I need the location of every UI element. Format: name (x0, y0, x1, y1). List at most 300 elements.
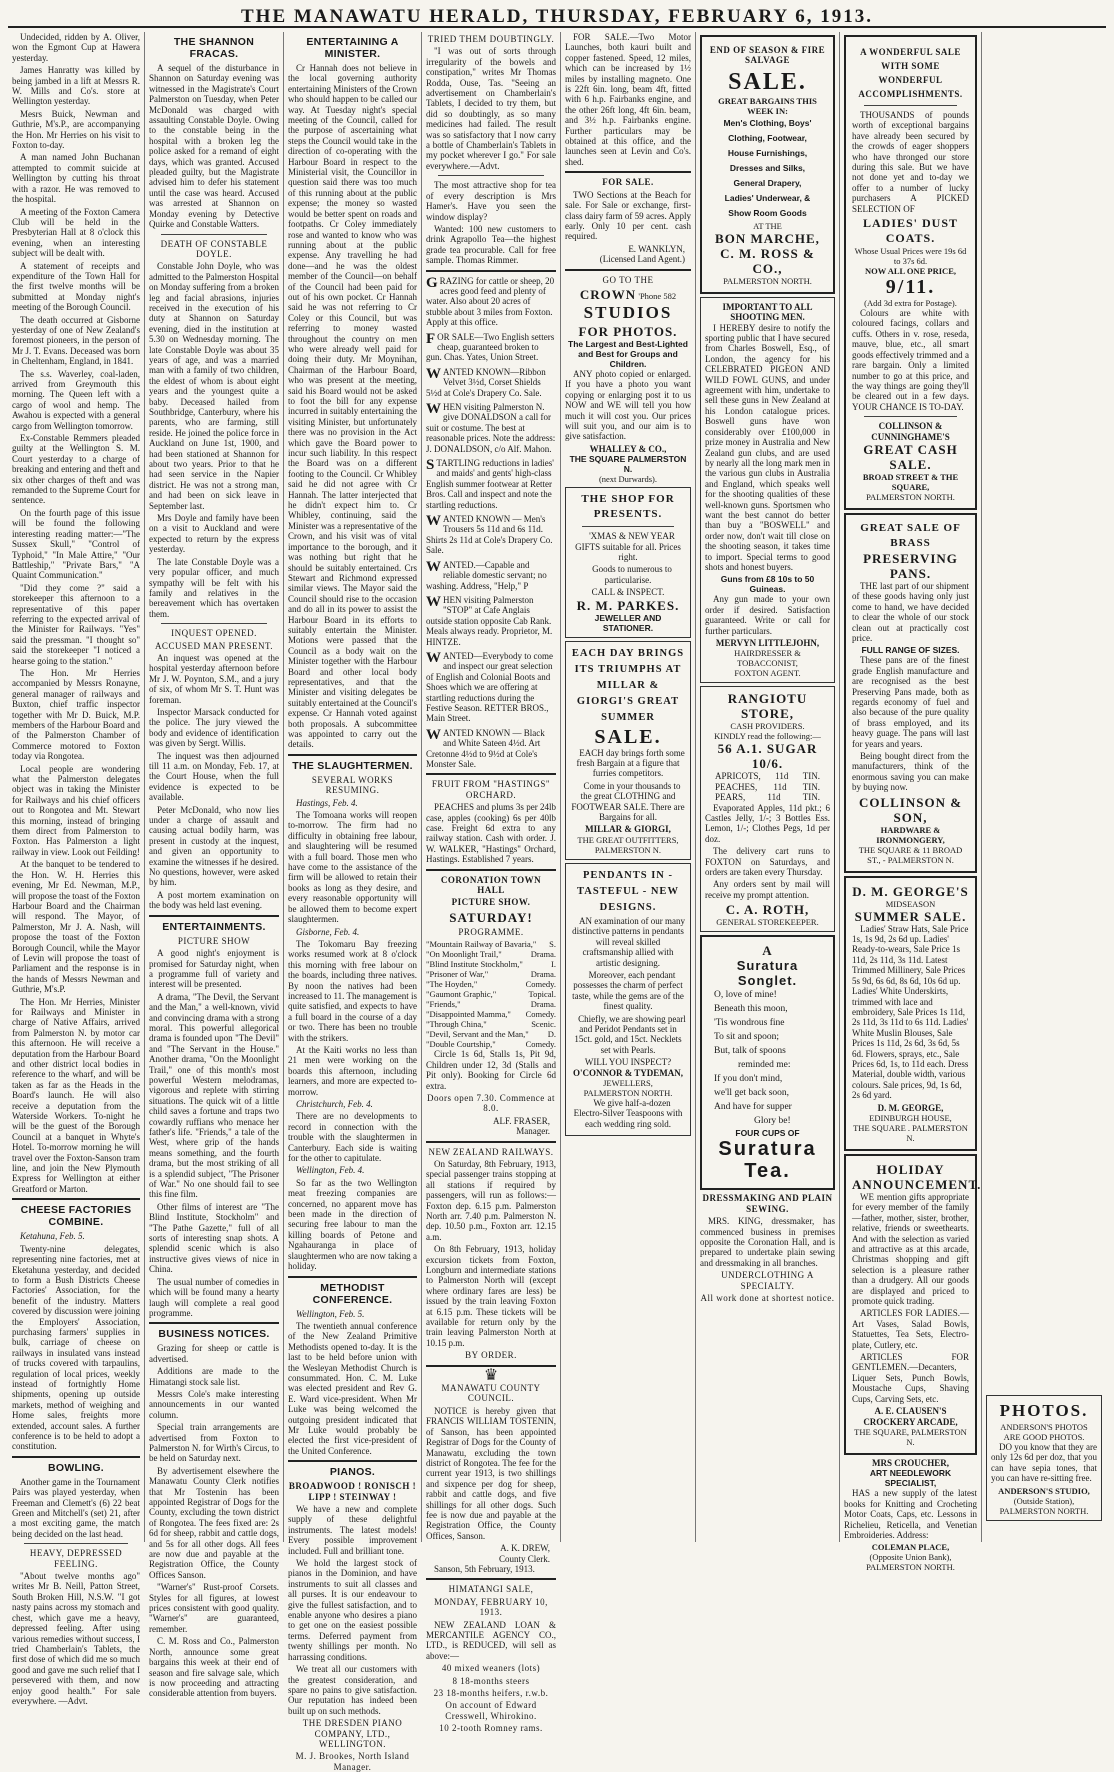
headline-shannon: THE SHANNON FRACAS. (173, 36, 255, 60)
usual-price: Whose Usual Prices were 19s 6d to 37s 6d. (854, 246, 967, 267)
ad-text: ANY photo copied or enlarged. If you have a photo you want copying or enlarging post it to us NOW and WE will tell you how much it will cost you. Our prices will suit you, and our aim is to give satisfaction. (565, 368, 691, 442)
photos-title: FOR PHOTOS. (578, 323, 678, 339)
parkes-name: R. M. PARKES. (576, 597, 680, 613)
article-text: A good night's enjoyment is promised for Saturday night, when a programme full of variety and interest will be presented. (149, 948, 279, 990)
columns (8, 32, 1106, 1772)
divider (24, 1543, 128, 1544)
item: PEACHES, (715, 781, 758, 792)
drop-cap: W (426, 649, 441, 666)
film-genre: D. (547, 1029, 556, 1040)
sale-price: 9/11. (885, 276, 936, 299)
ad-text: ANTED—Everybody to come and inspect our great selection of English and Colonial Boots and Shoes which we are offering at startling reductions during the Festive Season. RETTER BROS., Main Street. (426, 650, 553, 724)
clerk-role: County Clerk. (499, 1553, 550, 1564)
bargain-line: House Furnishings, (727, 147, 808, 158)
article-text: So far as the two Wellington meat freezing companies are concerned, no apparent move has been made in the direction of securing free labour to man the killing boards of Petone and Ngahauranga in place of slaughtermen who are now taking a holiday. (288, 1177, 417, 1272)
drop-cap: W (426, 513, 441, 530)
midseason: MIDSEASON (885, 898, 936, 909)
news-briefs (12, 32, 140, 1194)
croucher-name: MRS CROUCHER, (871, 1457, 949, 1468)
coronation-hall: CORONATION TOWN HALL (440, 874, 542, 896)
article-text: Twenty-nine delegates, representing nine factories, met at Eketahuna yesterday, and decided to form a Bush Districts Cheese Factories' Association, for the benefit of the industry. Matters covered by discussion were joining the Employers' Association, purchasing farmers' supplies in bulk, carriage of cheese on railways in insulated vans instead of trucks covered with tarpaulins, regulation of local prices, weekly instead of fortnightly Home shipments, opening up outside markets, method of weighing and Home sales, freights more extended, account sales. A further conference is to be held to adopt a constitution. (12, 1243, 140, 1452)
news-brief: On the fourth page of this issue will be found the following interesting reading matter:—"The Sussex Skull," "Control of Typhoid," "In Male Attire," "Our Battleship," "Private Bars," "A Quaint Communication." (12, 507, 140, 581)
ad-text: Colours are white with coloured facings, collars and cuffs. Others in v. rose, reseda, mauve, blue, etc., all smart goods effectively trimmed and a rare bargain. Only a limited number to go at this price, and the way things are going they'll be cleared out in a few days. YOUR CHANCE IS TO-DAY. (852, 308, 969, 412)
classified-ad (426, 332, 556, 363)
item: PEARS, (715, 792, 746, 803)
article-text: "About twelve months ago" writes Mr B. Neill, Patton Street, South Broken Hill, N.S.W. "I got nasty pains across my stomach and chest, which gave me a heavy, depressed feeling. After using various remedies without success, I tried Chamberlain's Tablets, the first dose of which did me so much good and gave me such relief that I persevered with them, and now enjoy good health." For sale everywhere. —Advt. (12, 1571, 140, 1706)
drop-cap: W (426, 726, 441, 743)
ad-text: ANTED KNOWN—Ribbon Velvet 3½d, Corset Shields 5½d at Cole's Drapery Co. Sale. (426, 366, 546, 398)
programme-item (426, 1039, 556, 1049)
anderson-good: ANDERSON'S PHOTOS ARE GOOD PHOTOS. (1000, 1422, 1088, 1442)
ad-george (844, 876, 977, 1151)
dressmaking-title: DRESSMAKING AND PLAIN SEWING. (702, 1193, 833, 1214)
sale-item: 10 2-tooth Romney rams. (439, 1723, 543, 1734)
article-text: Messrs Cole's make interesting announcements in our wanted column. (149, 1388, 279, 1420)
dateline: Ketahuna, Feb. 5. (20, 1231, 85, 1242)
news-brief: A meeting of the Foxton Camera Club will be held in the Presbyterian Hall at 8 o'clock this evening, when an interesting subject will be dealt with. (12, 206, 140, 259)
parkes-role: JEWELLER AND STATIONER. (594, 612, 662, 633)
ad-text: AN examination of our many distinctive patterns in pendants will reveal skilled craftsmanship allied with artistic designing. (572, 915, 685, 968)
film-genre: I. (551, 959, 556, 970)
george-title: D. M. GEORGE'S (852, 883, 969, 899)
ad-suratura (700, 935, 835, 1190)
poem-line: But, talk of spoons (714, 1046, 786, 1057)
film-genre: S. (549, 939, 556, 950)
headline-pianos: PIANOS. (329, 1466, 376, 1479)
headline-county: MANAWATU COUNTY COUNCIL. (441, 1383, 541, 1404)
broad-address: PALMERSTON NORTH. (866, 491, 955, 502)
hardware-address: THE SQUARE & 11 BROAD ST., - PALMERSTON N. (858, 844, 963, 865)
film-title: "On Moonlight Trail," (426, 949, 502, 960)
divider (864, 105, 957, 106)
piano-firm: THE DRESDEN PIANO COMPANY, LTD., WELLINGTON. (302, 1718, 403, 1749)
ad-text: THE last part of our shipment of these goods having only just come to hand, we have decided to clear the whole of our stock clean out at practically cost price. (852, 580, 969, 643)
poem-line: 'Tis wondrous fine (714, 1018, 785, 1029)
ad-shooting (700, 297, 835, 684)
article-text: Special train arrangements are advertised from Foxton to Palmerston N. for Wirth's Circus, to be held on Saturday next. (149, 1422, 279, 1464)
unit: TIN. (802, 792, 820, 803)
poem-line: we'll get back soon, (714, 1088, 790, 1099)
film-title: "Devil, Servant and the Man," (426, 1029, 529, 1040)
dress-special: UNDERCLOTHING A SPECIALTY. (721, 1270, 814, 1291)
sale-item: 23 18-months heifers, r.w.b. (433, 1688, 549, 1699)
full-range: FULL RANGE OF SIZES. (861, 645, 960, 656)
dateline: Wellington, Feb. 4. (296, 1165, 365, 1176)
ad-text: WE mention gifts appropriate for every member of the family—father, mother, sister, brother, relative, friends or sweethearts. And with the selection as varied and attractive as at this arcade, Christmas shopping and gift selection is a pleasure rather than a drudgery. All our goods are displayed and priced to promote quick trading. (852, 1191, 969, 1307)
poem-line: reminded me: (738, 1060, 791, 1071)
divider (438, 175, 544, 176)
bargain-line: Ladies' Underwear, & (724, 192, 811, 203)
dateline: Wellington, Feb. 5. (296, 1308, 365, 1319)
pans-title: PRESERVING PANS. (863, 550, 958, 581)
call-inspect: CALL & INSPECT. (591, 587, 665, 598)
millar-title: EACH DAY BRINGS ITS TRIUMPHS AT MILLAR & GIORGI'S GREAT SUMMER (571, 647, 685, 723)
news-brief: A statement of receipts and expenditure of the Town Hall for the first twelve months will be submitted at Monday night's meeting of the Borough Council. (12, 260, 140, 313)
sale-title: SALE. (728, 68, 807, 95)
clerk-name: A. K. DREW, (500, 1543, 550, 1554)
column-5 (561, 32, 696, 1542)
guns-price: Guns from £8 10s to 50 Guineas. (720, 574, 815, 595)
headline-methodist: METHODIST CONFERENCE. (312, 1281, 393, 1306)
bargain-line: General Drapery, (733, 177, 802, 188)
collinson-son: COLLINSON & SON, (858, 794, 963, 825)
ross-address: PALMERSTON NORTH. (723, 275, 812, 286)
film-title: "Mountain Railway of Bavaria," (426, 939, 537, 950)
at-the: AT THE (753, 220, 782, 231)
collinson-name: COLLINSON & CUNNINGHAME'S (871, 421, 950, 442)
column-1 (8, 32, 145, 1706)
film-title: "Disappointed Mamma," (426, 1009, 511, 1020)
ad-text: ARTICLES FOR LADIES.—Art Vases, Salad Bowls, Statuettes, Tea Sets, Electro-plate, Cutlery, etc. (852, 1308, 969, 1350)
drop-cap: W (426, 593, 441, 610)
film-genre: Topical. (528, 989, 556, 1000)
article-text: Grazing for sheep or cattle is advertised. (149, 1343, 279, 1364)
sugar-price: 56 A.1. SUGAR 10/6. (717, 741, 818, 772)
photos-title: PHOTOS. (999, 1401, 1089, 1420)
sale-item: On account of Edward Cresswell, Whirokino. (445, 1700, 537, 1721)
film-genre: Drama. (530, 999, 556, 1010)
millar-role: THE GREAT OUTFITTERS, (577, 834, 679, 845)
headline-railways: NEW ZEALAND RAILWAYS. (428, 1146, 554, 1157)
mervyn-agent: FOXTON AGENT. (734, 668, 801, 679)
ad-crown-studios (565, 275, 691, 485)
column-3 (284, 32, 422, 1772)
price-row (705, 792, 830, 802)
broad-street: BROAD STREET & THE SQUARE, (862, 471, 959, 492)
article-text: Mrs Doyle and family have been on a visit to Auckland and were expected to return by the express yesterday. (149, 513, 279, 555)
column-8 (982, 32, 1106, 1542)
subhead-slaughtermen: SEVERAL WORKS RESUMING. (311, 774, 394, 796)
news-brief: Local people are wondering what the Palmerston delegates object was in taking the Minister for Railways and his chief officers out to Rongotea and Mt. Stewart this morning, instead of bringing them direct from Palmerston to Foxton. Has Palmerston a light railway in view. Look out Feilding! (12, 763, 140, 857)
article-text: At the Kaiti works no less than 21 men were working on the boards this afternoon, including learners, and more are expected to-morrow. (288, 1044, 417, 1097)
drop-cap: W (426, 401, 441, 417)
article-text: C. M. Ross and Co., Palmerston North, announce some great bargains this week at their end of season and fire salvage sale, which is now proceeding and attracting considerable attention from buyers. (149, 1636, 279, 1699)
news-brief: A man named John Buchanan attempted to commit suicide at Wellington by cutting his throat with a razor. He was removed to the hospital. (12, 152, 140, 205)
postage-note: (Add 3d extra for Postage). (864, 298, 957, 309)
classified-ad (426, 560, 556, 591)
article-text: The inquest was then adjourned till 11 a.m. on Monday, Feb. 17, at the Court House, when the full evidence is expected to be available. (149, 750, 279, 803)
article-text: We hold the largest stock of pianos in the Dominion, and have instruments to suit all classes and all purses. It is our endeavour to give the fullest satisfaction, and to enable anyone who desires a piano to get one on the easiest possible terms. Deferred payment from twenty shillings per month. No harrassing conditions. (288, 1558, 417, 1662)
bargain-line: Men's Clothing, Boys' (723, 117, 812, 128)
ad-dust-coats (844, 35, 977, 510)
piano-manager: M. J. Brookes, North Island Manager. (295, 1751, 410, 1772)
summer-sale: SUMMER SALE. (854, 908, 967, 924)
ad-pendants (565, 863, 691, 1136)
ad-text: TARTLING reductions in ladies' and maids' and gents' high-class English summer footwear at Retter Bros. Call and inspect and note the startling reductions. (426, 458, 554, 510)
column-7 (840, 32, 982, 1573)
article-text: "Warner's" Rust-proof Corsets. Styles for all figures, at lowest prices consistent with good quality. "Warner's" are guaranteed, remember. (149, 1582, 279, 1634)
ad-croucher (844, 1458, 977, 1572)
divider (12, 1456, 140, 1458)
ad-text: THOUSANDS of pounds worth of exceptional bargains have already been secured by the crowds of eager shoppers who have thronged our store during this sale. But we have not done yet and to-day we offer to a number of lucky purchasers A PICKED SELECTION OF (852, 110, 969, 214)
dateline: Gisborne, Feb. 4. (296, 926, 360, 937)
anderson-studio: ANDERSON'S STUDIO, (998, 1485, 1090, 1496)
notice-date: Sanson, 5th February, 1913. (434, 1563, 535, 1574)
programme-item (426, 979, 556, 989)
clausen-address: THE SQUARE, PALMERSTON N. (854, 1426, 967, 1447)
ad-launches: FOR SALE.—Two Motor Launches, both kauri built and copper fastened. Speed, 12 miles, which can be increased by 1½ miles by installing magneto. One is 22ft 6in. long, beam 4ft, fitted with 6 h.p. Fairbanks engine, and the other 26ft long, 4ft 6in. beam, and 3½ h.p. Fairbanks engine. Further particulars may be obtained at this office, and the launches seen at Levin and Co's. shed. (565, 32, 691, 167)
price: 11d (775, 771, 789, 782)
ad-text: OR SALE—Two English setters cheap, guaranteed broken to gun. Chas. Yates, Union Street. (426, 331, 555, 363)
headline-feeling: HEAVY, DEPRESSED FEELING. (29, 1548, 123, 1569)
article-text: Wanted: 100 new customers to drink Agrapollo Tea—the highest grade tea procurable. Call for free sample. Thomas Rimmer. (426, 223, 556, 266)
article-text: An inquest was opened at the hospital yesterday afternoon before Mr J. W. Poynton, S.M., and a jury of six, of whom Mr S. T. Hunt was foreman. (149, 652, 279, 705)
divider (864, 416, 957, 417)
millar-sale: SALE. (594, 725, 662, 748)
film-genre: Comedy. (525, 1039, 556, 1050)
film-title: "Prisoner of War," (426, 969, 489, 980)
needlework: ART NEEDLEWORK SPECIALIST, (869, 1468, 952, 1489)
clausen-name: A. E. CLAUSEN'S CROCKERY ARCADE, (863, 1406, 958, 1427)
classified-ad (426, 458, 556, 510)
millar-address: PALMERSTON N. (594, 844, 662, 855)
ad-text: ANTED KNOWN — Men's Trousers 5s 11d and 6s 11d. Shirts 2s 11d at Cole's Drapery Co. Sale. (426, 514, 553, 556)
agent-name: E. WANKLYN, (628, 243, 685, 254)
article-text: Inspector Marsack conducted for the police. The jury viewed the body and evidence of identification was given by Sergt. Willis. (149, 706, 279, 749)
crown-tagline: The Largest and Best-Lighted and Best for Groups and Children. (568, 338, 688, 369)
column-4 (422, 32, 561, 1734)
ad-sections: TWO Sections at the Beach for sale. For Sale or exchange, first-class dairy farm of 59 acres. Apply early. Only 10 per cent. cash required. (565, 189, 691, 242)
by-order: BY ORDER. (465, 1350, 517, 1361)
film-title: "Blind Institute Stockholm," (426, 959, 523, 970)
shooting-title: IMPORTANT TO ALL SHOOTING MEN. (722, 301, 813, 323)
ad-clausen (844, 1154, 982, 1455)
programme-item (426, 1009, 556, 1019)
roth-name: C. A. ROTH, (725, 902, 810, 918)
headline-slaughtermen: THE SLAUGHTERMEN. (292, 759, 413, 772)
divider (149, 1322, 279, 1324)
headline-minister: ENTERTAINING A MINISTER. (306, 36, 399, 60)
drop-cap: W (426, 365, 441, 382)
ad-millar-giorgi (565, 641, 691, 860)
column-6 (696, 32, 840, 1542)
poem-line: If you don't mind, (714, 1074, 783, 1085)
croucher-address: PALMERSTON NORTH. (866, 1562, 955, 1573)
programme-item (426, 989, 556, 999)
programme-item (426, 1019, 556, 1029)
ross-name: C. M. ROSS & CO., (720, 245, 815, 276)
film-title: "The Hoyden," (426, 979, 478, 990)
crown-line (565, 287, 691, 302)
article-text: The most attractive shop for tea of every description is Mrs Hamer's. Have you seen the window display? (426, 180, 556, 222)
ad-text: I HEREBY desire to notify the sporting public that I have secured from Charles Boswell, Esq., of London, the agency for his CELEBRATED PIGEON AND WILD FOWL GUNS, and under agreement with him, undertake to sell these guns in New Zealand at his London catalogue prices. Boswell guns have won considerably over £100,000 in prize money in Australia and New Zealand gun clubs, and are used by nearly all the long mark men in the various gun clubs in Australia and England, which speaks well for the shooting qualities of these well-known guns. Sportsmen who want the best cannot do better than buy a "BOSWELL" and order now, don't wait till close on the shooting season, it takes time to import. Special terms to good shots and honest buyers. (705, 322, 830, 572)
oconnor-role: JEWELLERS, (603, 1077, 653, 1088)
rangiotu-kindly: KINDLY read the following:— (714, 731, 821, 742)
hardware: HARDWARE & IRONMONGERY, (876, 824, 945, 845)
ad-text: Ladies' Straw Hats, Sale Price 1s, 1s 9d, 2s 6d up. Ladies' Ready-to-wears, Sale Price 1s 11d, 2s 11d, 3s 11d. Latest Trimmed Millinery, Sale Prices 5s 9d, 6s 6d, 8s 6d, 10s 6d up. Ladies' White Underskirts, trimmed with lace and embroidery, Sale Prices 1s 11d, 2s 11d, 3s 11d to 6s 11d. Ladies' White Muslin Blouses, Sale Prices 1s 11d, 2s 6d, 3s 6d, 5s 6d. Flowers, sprays, etc., Sale Prices 6d, 1s, to 11d each. Dress Material, double width, various colours. Sale prices, 9d, 1s 6d, 2s 6d yard. (852, 923, 969, 1101)
sale-item: 40 mixed weaners (lots) (441, 1663, 541, 1674)
news-brief: The Hon. Mr Herries, Minister for Railways and Minister in charge of Native Affairs, arrived from Palmerston N. by motor car this afternoon. He will receive a deputation from the Harbour Board and other district local bodies in reference to the wharf, and will be taken as far as the Heads in the Board's launch. He will also receive a deputation from the Waterside Workers. To-night he will be the guest of the Borough Council at a banquet in Whyte's Hotel. To-morrow morning he will travel over the Foxton-Sanson tram line, and join the New Plymouth Express for Wellington at either Greatford or Marton. (12, 996, 140, 1194)
news-brief: Mesrs Buick, Newman and Guthrie, M's.P., are accompanying the Hon. Mr Herries on his visit to Foxton to-day. (12, 108, 140, 151)
go-to: GO TO THE (602, 274, 654, 285)
article-text: Constable John Doyle, who was admitted to the Palmerston Hospital on Monday suffering from a broken leg and facial abrasions, injuries received in the execution of his duty at Shannon on Saturday evening, died in the institution at 5.30 on Wednesday morning. The late Constable Doyle was about 35 years of age, and was a married man with a family of two children, the eldest of whom is about eight years and the youngest quite a baby. Deceased hailed from Southbridge, Canterbury, where his parents, who are farming, still reside. He joined the police force in Auckland on June 1st, 1900, and had been stationed at Shannon for about two years. Prior to that he had seen service in the Napier district. He was not a strong man, and had been on sick leave in September last. (149, 261, 279, 511)
ad-text: These pans are of the finest grade English manufacture and are recognised as the best Preserving Pans made, both as regards economy of fuel and also because of the pure quality of brass employed, and its heavy guage. The pans will last for years and years. (852, 655, 969, 749)
ad-text: PEACHES and plums 3s per 24lb case, apples (cooking) 6s per 40lb case. Freight 6d extra to any railway station. Cash with order. J. W. WALKER, "Hastings" Orchard, Hastings. Established 7 years. (426, 802, 556, 865)
divider (426, 1578, 556, 1580)
classified-ad (426, 367, 556, 398)
film-title: "Friends," (426, 999, 461, 1010)
ad-text: On 8th February, 1913, holiday excursion tickets from Foxton, Longburn and intermediate stations to Palmerston North will (except where ordinary fares are less) be issued by the train leaving Foxton at 6.15 p.m. These tickets will be available for return only by the train leaving Palmerston North at 10.15 p.m. (426, 1244, 556, 1348)
whalley-sub: (next Durwards). (598, 474, 658, 485)
dust-coats-title: LADIES' DUST COATS. (862, 216, 959, 246)
masthead: THE MANAWATU HERALD, THURSDAY, FEBRUARY 6, 1913. (8, 6, 1106, 28)
divider (426, 773, 556, 775)
rangiotu-title: RANGIOTU STORE, (727, 691, 808, 722)
picture-show-title: PICTURE SHOW. (451, 897, 531, 908)
ad-text: Evaporated Apples, 11d pkt.; 6 Castles Jelly, 1/-; 3 Bottles Ess. Lemon, 1/-; Clothes Pegs, 1d per doz. (705, 802, 830, 844)
edinburgh: EDINBURGH HOUSE, (869, 1112, 952, 1123)
for-sale-title: FOR SALE. (602, 177, 654, 188)
doors-open: Doors open 7.30. Commence at 8.0. (427, 1092, 555, 1114)
divider (161, 234, 267, 235)
film-title: "Gaumont Graphic," (426, 989, 497, 1000)
divider (288, 1460, 417, 1462)
drop-cap: G (426, 274, 438, 291)
suratura-title: Suratura Songlet. (736, 958, 799, 989)
whalley-address: THE SQUARE PALMERSTON N. (569, 454, 687, 475)
divider (426, 869, 556, 871)
headline-inquest: INQUEST OPENED. (171, 628, 257, 639)
ad-text: We give half-a-dozen Electro-Silver Teaspoons with each wedding ring sold. (573, 1097, 683, 1129)
programme-item (426, 999, 556, 1009)
article-text: Cr Hannah does not believe in the local governing authority entertaining Ministers of the Crown who should happen to be called our way. At Tuesday night's special meeting of the Council, called for the purpose of ascertaining what steps the Council would take in the direction of co-operating with the Harbour Board in respect to the Ministerial visit, the Councillor in question said there was too much of this running about at the public expense; the money so wasted would be better spent on roads and footpaths. Cr Coley immediately rose and wanted to know who was running about at the public expense. Any travelling he had done—and he was the oldest member of the Council—on behalf of the Council had been paid for out of his own pocket. Cr Hannah said he was not referring to Cr Coley or this Council, but was referring to money wasted throughout the country on men who were already well paid for doing their duty. Mr Moynihan, Chairman of the Harbour Board, who was present at the meeting, said his Board would not be asked to foot the bill for any expense incurred in suitably entertaining the visiting Minister, but unfortunately there was no provision in the Act which gave the Board power to incur such liability. In this respect the Board was on a different footing to the Council. Cr Whibley said he did not agree with Cr Hannah. The latter interjected that he didn't expect him to. Cr Whibley, continuing, said the Minister was a representative of the Crown, and his visit was of vital importance to the borough, and it was nothing but right that he should be suitably entertained. Crs Stewart and Richmond expressed similar views. The Mayor said the Council should rise to the occasion and do all in its power to assist the Harbour Board in its efforts to suitably entertain the Minister. Motions were passed that the Council as a body wait on the Minister together with the Harbour Board and other local body representatives, and that the Minister and visiting delegates be suitably entertained at the Council's expense. Cr Hannah voted against both proposals. A subcommittee was appointed to carry out the details. (288, 63, 417, 750)
coleman-place: COLEMAN PLACE, (871, 1542, 950, 1553)
headline-doyle: DEATH OF CONSTABLE DOYLE. (160, 238, 268, 259)
ad-text: Goods to numerous to particularise. (592, 564, 672, 585)
article-text: The twentieth annual conference of the New Zealand Primitive Methodists opened to-day. It is the last to be held before union with the Wesleyan Methodist Church is consummated. Hon. C. M. Luke was elected president and Rev G. E. Ward vice-president. When Mr Luke was being welcomed the outgoing president indicated that Mr Luke would probably be elected the first vice-president of the United Conference. (288, 1320, 417, 1456)
classified-ad (426, 651, 556, 724)
price: 11d (773, 781, 787, 792)
ad-text: NOTICE is hereby given that FRANCIS WILLIAM TOSTENIN, of Sanson, has been appointed Registrar of Dogs for the County of Manawatu, excluding the town district of Rongotea. The fee for the current year 1913, is two shillings and sixpence per dog for sheep, rabbit and cattle dogs, and five shillings for all other dogs. Such fee is now due and payable at the Registration Office, the County Offices, Sanson. (426, 1405, 556, 1541)
article-text: A drama, "The Devil, the Servant and the Man," a well-known, vivid and convincing drama with a strong moral. This powerful allegorical drama is founded upon "The Devil" and "The Servant in the House." Another drama, "On the Moonlight Trail," one of this month's most powerful Western melodramas, vigorous and replete with stirring situations. The quick wit of a little child saves a fortune and traps two cowardly ruffians who menace her father's life. "Friends," a tale of the West, where grip of the hands means something, and the fourth drama, but the most striking of all is a splendid subject, "The Prisoner of War." No one should fail to see this fine film. (149, 991, 279, 1200)
drop-cap: W (426, 558, 441, 575)
programme-item (426, 959, 556, 969)
ad-text: HEN visiting Palmerston N. give DONALDSON a call for suit or costume. The best at reasonable prices. Note the address: J. DONALDSON, c/o Alf. Mahon. (426, 402, 556, 454)
suratura-tea: Suratura Tea. (718, 1138, 817, 1183)
blank-space (986, 32, 1102, 1392)
headline-tried: TRIED THEM DOUBTINGLY. (427, 34, 555, 44)
headline-cheese: CHEESE FACTORIES COMBINE. (20, 1204, 132, 1229)
film-title: "Double Courtship," (426, 1039, 496, 1050)
whalley-name: WHALLEY & CO., (589, 443, 667, 454)
manager-name: ALF. FRASER, (492, 1115, 550, 1126)
news-brief: "Did they come ?" said a storekeeper this afternoon to a representative of this paper referring to the expected arrival of the Minister for Railways. "Yes" said the pressman. "I thought so" said the storekeeper "I noticed a hearse going to the station." (12, 582, 140, 666)
headline-business: BUSINESS NOTICES. (158, 1328, 270, 1341)
divider (565, 171, 691, 173)
poem-line: To sit and spoon; (714, 1032, 780, 1043)
film-genre: Comedy. (525, 979, 556, 990)
price-row (705, 771, 830, 781)
article-text: The late Constable Doyle was a very popular officer, and much sympathy will be felt with his family and relatives in the bereavement which has overtaken them. (149, 556, 279, 619)
price: 11d (767, 792, 781, 803)
ad-text: Circle 1s 6d, Stalls 1s, Pit 9d, Children under 12, 3d (Stalls and Pit only). Booking for Circle 6d extra. (426, 1049, 556, 1091)
suratura-a: A (762, 943, 773, 959)
announcement-title: ANNOUNCEMENT. (852, 1176, 982, 1192)
coat-of-arms-icon: ♛ (483, 1366, 499, 1384)
ad-text: Any gun made to your own order if desired. Satisfaction guaranteed. Write or call for further particulars. (705, 594, 830, 636)
ad-text: MRS. KING, dressmaker, has commenced business in premises opposite the Coronation Hall, and is prepared to undertake plain sewing and dressmaking in all branches. (700, 1216, 835, 1268)
ad-text: ANTED.—Capable and reliable domestic servant; no washing. Address, "Help," P (426, 559, 547, 591)
dateline: Christchurch, Feb. 4. (296, 1099, 373, 1109)
ad-text: Come in your thousands to the great CLOTHING and FOOTWEAR SALE. There are Bargains for all. (571, 780, 685, 823)
drop-cap: S (426, 457, 435, 474)
roth-role: GENERAL STOREKEEPER. (716, 917, 819, 928)
oconnor-name: O'CONNOR & TYDEMAN, (572, 1067, 684, 1078)
headline-himatangi: HIMATANGI SALE, (448, 1584, 534, 1595)
ad-rangiotu (700, 686, 835, 932)
poem-line: And have for supper (714, 1102, 792, 1113)
holiday-title: HOLIDAY (876, 1161, 945, 1177)
ad-brass-pans (844, 513, 977, 873)
oconnor-address: PALMERSTON NORTH. (583, 1087, 673, 1098)
programme-item (426, 939, 556, 949)
news-brief: At the banquet to be tendered to the Hon. W. H. Herries this evening, Mr Ed. Newman, M.P., will propose the toast of the Foxton Harbour Board and the Chairman will respond. The Mayor, of Palmerston, Mr J. A. Nash, will propose the toast of the Foxton Borough Council, while the Mayor of Levin will propose the toast of Parliament and the response is in the hands of Messrs Newman and Guthrie, M's.P. (12, 859, 140, 995)
headline-entertainments: ENTERTAINMENTS. (162, 920, 266, 933)
news-brief: James Hanratty was killed by being jambed in a lift at Messrs R. W. Mills and Co's. store at Wellington yesterday. (12, 65, 140, 107)
column-2 (145, 32, 284, 1699)
bon-marche-name: BON MARCHE, (715, 230, 820, 246)
mervyn-role: HAIRDRESSER & TOBACCONIST, (734, 648, 801, 669)
news-brief: Undecided, ridden by A. Oliver, won the Egmont Cup at Hawera yesterday. (12, 32, 140, 63)
poem-line: O, love of mine! (714, 990, 777, 1001)
divider (565, 269, 691, 271)
article-text: The Tokomaru Bay freezing works resumed work at 8 o'clock this morning with free labour on the boards, including three natives. By noon the natives had been increased to 11. The management is quite satisfied, and expects to have a full board in the course of a day or two. There has been no trouble with the strikers. (288, 938, 417, 1043)
edinburgh-address: THE SQUARE . PALMERSTON N. (853, 1122, 968, 1143)
poem (708, 988, 827, 1128)
film-genre: Drama. (530, 949, 556, 960)
article-text: We treat all our customers with the greatest consideration, and spare no pains to give satisfaction. Our reputation has indeed been built up on such methods. (288, 1664, 417, 1716)
film-title: "Through China," (426, 1019, 487, 1030)
unit: TIN. (802, 781, 820, 792)
article-text: A post mortem examination on the body was held last evening. (149, 889, 279, 911)
great-cash-sale: GREAT CASH SALE. (863, 441, 958, 472)
divider (288, 754, 417, 756)
news-brief: The death occurred at Gisborne yesterday of one of New Zealand's foremost pioneers, in the person of Mr J. T. Evans. Deceased was born in Cheltenham, England, in 1841. (12, 314, 140, 367)
article-text: Other films of interest are "The Blind Institute, Stockholm" and "The Pathe Gazette," full of all sorts of interesting snap shots. A splendid scenic which is also instructive gives views of nice in China. (149, 1201, 279, 1275)
ad-anderson (986, 1395, 1102, 1521)
ad-text: EACH day brings forth some fresh Bargain at a figure that furries competitors. (576, 747, 685, 779)
article-text: We have a new and complete supply of these delightful instruments. The latest models! Every possible improvement included. Full and brilliant tone. (288, 1504, 417, 1556)
classified-ad (426, 595, 556, 647)
agent-role: (Licensed Land Agent.) (599, 254, 685, 265)
ad-text: DO you know that they are only 12s 6d per doz, that you can have sepia tones, that you can have re-sitting free. (991, 1442, 1097, 1484)
divider (288, 1276, 417, 1278)
ad-text: NEW ZEALAND LOAN & MERCANTILE AGENCY CO., LTD., is REDUCED, will sell as above:— (426, 1619, 556, 1661)
subhead-picture-show: PICTURE SHOW (177, 935, 251, 946)
bargain-line: Clothing, Footwear, (728, 132, 807, 143)
will-you-inspect: WILL YOU INSPECT? (584, 1057, 672, 1068)
divider (426, 1141, 556, 1143)
article-text: Additions are made to the Himatangi stock sale list. (149, 1366, 279, 1387)
article-text: The usual number of comedies in which will be found many a hearty laugh will complete a real good programme. (149, 1276, 279, 1318)
ad-text: 'XMAS & NEW YEAR GIFTS suitable for all. Prices right. (575, 531, 681, 562)
ad-text: The delivery cart runs to FOXTON on Saturdays, and orders are taken every Thursday. (705, 846, 830, 878)
now-one-price: NOW ALL ONE PRICE, (864, 266, 956, 277)
outside-station: (Outside Station), (1013, 1495, 1075, 1506)
ad-parkes (565, 487, 691, 637)
piano-brands: BROADWOOD ! RONISCH ! LIPP ! STEINWAY ! (288, 1481, 417, 1502)
sale-item: 8 18-months steers (452, 1675, 530, 1686)
programme-item (426, 969, 556, 979)
ad-text: ANTED KNOWN — Black and White Sateen 4½d. Art Cretonne 4½d to 9½d at Cole's Monster Sale. (426, 727, 545, 769)
drop-cap: F (426, 330, 436, 347)
news-brief: The s.s. Waverley, coal-laden, arrived from Greymouth this morning. The Queen left with a cargo of wool and hemp. The Awahou is expected with a general cargo from Wellington tomorrow. (12, 368, 140, 431)
crown-name: CROWN (579, 286, 637, 302)
programme-list (426, 939, 556, 1049)
bargains-label: GREAT BARGAINS THIS WEEK IN: (718, 95, 817, 116)
film-genre: Comedy. (525, 1009, 556, 1020)
poem-line: Glory be! (754, 1116, 791, 1127)
